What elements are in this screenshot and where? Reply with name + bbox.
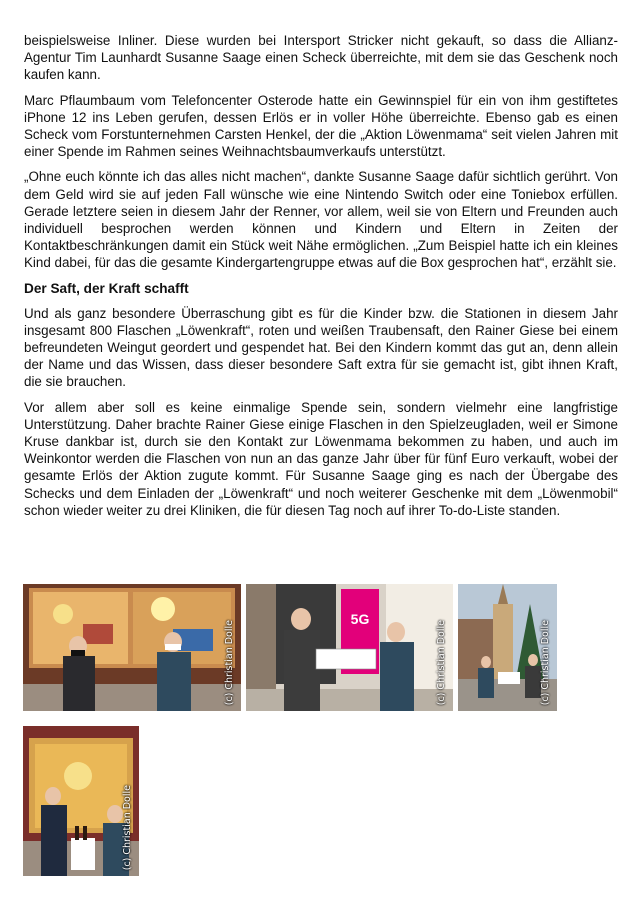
photo-telecom-shop <box>246 584 453 711</box>
photo-toy-shop <box>23 584 241 711</box>
photo-credit: (c) Christian Dolle <box>122 784 133 870</box>
photo-credit: (c) Christian Dolle <box>436 619 447 705</box>
paragraph-3: „Ohne euch könnte ich das alles nicht machen“, dankte Susanne Saage dafür sichtlich gerührt. Von dem Geld wird sie auf jeden Fall wünsche wie eine Nintendo Switch oder eine Toniebox erfüllen. Gerade letztere seien in diesem Jahr der Renner, vor allem, weil sie von Eltern und Freunden auch individuell besprochen werden können und Kindern und Eltern in Zeiten der Kontaktbeschränkungen damit ein Stück weit Nähe ermöglichen. „Zum Beispiel hatte ich ein kleines Kind dabei, für das die gesamte Kindergartengruppe etwas auf die Box gesprochen hat“, erzählt sie. <box>24 169 618 271</box>
shop-sign-5g: 5G <box>350 611 370 627</box>
photo-wine-shop <box>23 726 139 876</box>
paragraph-5: Vor allem aber soll es keine einmalige Spende sein, sondern vielmehr eine langfristige Unterstützung. Daher brachte Rainer Giese einige Flaschen in den Spielzeugladen, weil er Simone Kruse dankbar ist, durch sie den Kontakt zur Löwenmama bekommen zu haben, und auch im Weinkontor werden die Flaschen von nun an das ganze Jahr über für fünf Euro verkauft, wobei der gesamte Erlös der Aktion zugute kommt. Für Susanne Saage ging es nach der Übergabe des Schecks und dem Einladen der „Löwenkraft“ und noch weiterer Geschenke mit dem „Löwenmobil“ schon wieder weiter zu drei Kliniken, die für diesen Tag noch auf ihrer To-do-Liste standen. <box>24 399 618 518</box>
photo-credit: (c) Christian Dolle <box>224 619 235 705</box>
photo-market-square <box>458 584 557 711</box>
paragraph-4: Und als ganz besondere Überraschung gibt es für die Kinder bzw. die Stationen in diesem Jahr insgesamt 800 Flaschen „Löwenkraft“, roten und weißen Traubensaft, den Rainer Giese bei einem befreundeten Weingut geordert und gespendet hat. Bei den Kindern kommt das gut an, denn allein der Name und das Wissen, dass dieser besondere Saft extra für sie gemacht ist, gibt ihnen Kraft, die sie brauchen. <box>24 305 618 390</box>
section-heading: Der Saft, der Kraft schafft <box>24 280 189 296</box>
paragraph-2: Marc Pflaumbaum vom Telefoncenter Osterode hatte ein Gewinnspiel für ein von ihm gestiftetes iPhone 12 ins Leben gerufen, dessen Erlös er in voller Höhe überreichte. Ebenso gab es einen Scheck vom Forstunternehmen Carsten Henkel, der die „Aktion Löwenmama“ seit vielen Jahren mit einer Spende im Rahmen seines Weihnachtsbaumverkaufs unterstützt. <box>24 92 618 160</box>
paragraph-1: beispielsweise Inliner. Diese wurden bei Intersport Stricker nicht gekauft, so dass die Allianz-Agentur Tim Launhardt Susanne Saage einen Scheck überreichte, mit dem sie das Geschenk noch kaufen kann. <box>24 33 618 83</box>
photo-credit: (c) Christian Dolle <box>540 619 551 705</box>
article-body <box>24 32 618 527</box>
